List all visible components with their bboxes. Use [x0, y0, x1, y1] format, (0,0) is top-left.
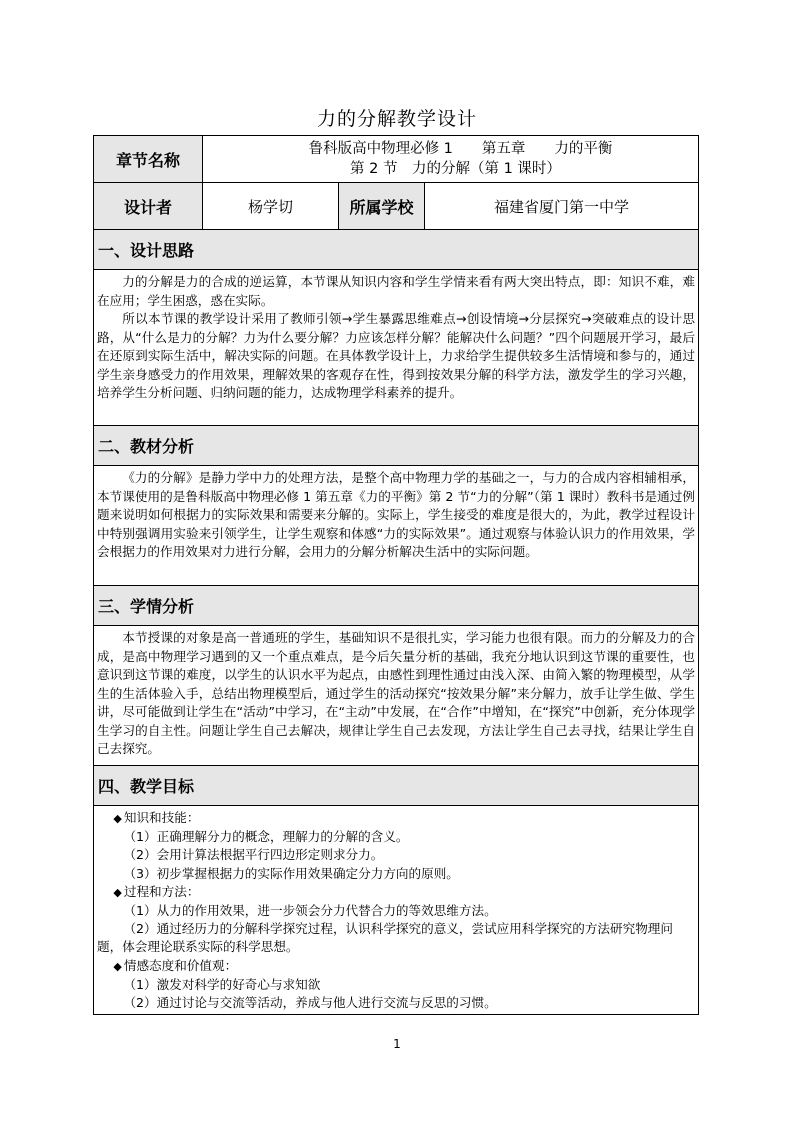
- students-body-row: [94, 626, 698, 766]
- goal-item: （1）正确理解分力的概念，理解力的分解的含义。: [123, 829, 409, 845]
- goals-heading: 四、教学目标: [94, 766, 698, 805]
- chapter-line-1: 鲁科版高中物理必修 1 第五章 力的平衡: [308, 141, 613, 157]
- page-title: 力的分解教学设计: [316, 108, 477, 130]
- goal-group-label: 情感态度和价值观：: [123, 957, 238, 973]
- diamond-bullet-icon: ◆: [113, 885, 122, 899]
- design-body-row: [94, 270, 698, 426]
- students-paragraph-1: 本节授课的对象是高一普通班的学生，基础知识不是很扎实，学习能力也很有限。而力的分解及力的合成，是高中物理学习遇到的又一个重点难点，是今后矢量分析的基础，我充分地认识到这节课的重要性，也意识到这节课的难度，以学生的认识水平为起点，由感性到理性通过由浅入深、由简入繁的物理模型，从学生的生活体验入手，总结出物理模型后，通过学生的活动探究“按效果分解”来分解力，放手让学生做、学生讲，尽可能做到让学生在“活动”中学习，在“主动”中发展，在“合作”中增知，在“探究”中创新，充分体现学生学习的自主性。问题让学生自己去解决，规律让学生自己去发现，方法让学生自己去寻找，结果让学生自己去探究。: [97, 630, 695, 756]
- chapter-label: 章节名称: [94, 136, 202, 182]
- diamond-bullet-icon: ◆: [113, 812, 122, 825]
- goal-group-attitude: [97, 957, 695, 976]
- goal-item: （3）初步掌握根据力的实际作用效果确定分力方向的原则。: [123, 865, 459, 881]
- goal-item: （1）从力的作用效果，进一步领会分力代替合力的等效思维方法。: [123, 903, 497, 919]
- students-heading: 三、学情分析: [94, 586, 698, 625]
- school-label: 所属学校: [338, 183, 424, 229]
- design-paragraph-2: 所以本节课的教学设计采用了教师引领→学生暴露思维难点→创设情境→分层探究→突破难点的设计思路，从“什么是力的分解？力为什么要分解？力应该怎样分解？能解决什么问题？”四个问题展开学习，最后在还原到实际生活中，解决实际的问题。在具体教学设计上，力求给学生提供较多生活情境和参与的，通过学生亲身感受力的作用效果，理解效果的客观存在性，得到按效果分解的科学方法，激发学生的学习兴趣，培养学生分析问题、归纳问题的能力，达成物理学科素养的提升。: [97, 311, 695, 400]
- lesson-plan-table: [93, 135, 699, 1015]
- design-body: [94, 270, 698, 425]
- designer-label: 设计者: [94, 183, 202, 229]
- goal-group-label: 过程和方法：: [123, 883, 200, 899]
- goals-heading-row: [94, 766, 698, 806]
- chapter-line-2: 第 2 节 力的分解（第 1 课时）: [350, 161, 561, 177]
- designer-name: 杨学切: [202, 183, 338, 229]
- goal-item: （2）通过经历力的分解科学探究过程，认识科学探究的意义，尝试应用科学探究的方法研究物理问题，体会理论联系实际的科学思想。: [97, 921, 673, 955]
- students-body: [94, 626, 698, 765]
- designer-row: [94, 183, 698, 230]
- goal-group-label: 知识和技能：: [123, 810, 200, 825]
- goals-body: [94, 806, 698, 1014]
- goal-item: （1）激发对科学的好奇心与求知欲: [123, 976, 321, 992]
- school-name: 福建省厦门第一中学: [424, 183, 698, 229]
- chapter-row: [94, 136, 698, 183]
- goal-group-process: [97, 883, 695, 902]
- design-heading-row: [94, 230, 698, 270]
- textbook-body-row: [94, 466, 698, 586]
- goals-body-row: [94, 806, 698, 1014]
- page-number: 1: [393, 1037, 401, 1051]
- diamond-bullet-icon: ◆: [113, 959, 122, 973]
- goal-item: （2）会用计算法根据平行四边形定则求分力。: [123, 847, 384, 863]
- goal-item: （2）通过讨论与交流等活动，养成与他人进行交流与反思的习惯。: [123, 995, 497, 1011]
- chapter-value: [202, 136, 698, 182]
- students-heading-row: [94, 586, 698, 626]
- design-paragraph-1: 力的分解是力的合成的逆运算，本节课从知识内容和学生学情来看有两大突出特点，即：知识不难，难在应用；学生困惑，惑在实际。: [97, 274, 695, 308]
- design-heading: 一、设计思路: [94, 230, 698, 269]
- textbook-heading: 二、教材分析: [94, 426, 698, 465]
- textbook-body: [94, 466, 698, 585]
- textbook-heading-row: [94, 426, 698, 466]
- goal-group-knowledge: [97, 809, 695, 828]
- textbook-paragraph-1: 《力的分解》是静力学中力的处理方法，是整个高中物理力学的基础之一，与力的合成内容相辅相承，本节课使用的是鲁科版高中物理必修 1 第五章《力的平衡》第 2 节“力的分解”（第 1 课时）教科书是通过例题来说明如何根据力的实际效果和需要来分解的。实际上，学生接受的难度是很大的，为此，教学过程设计中特别强调用实验来引领学生，让学生观察和体感“力的实际效果”。通过观察与体验认识力的作用效果，学会根据力的作用效果对力进行分解，会用力的分解分析解决生活中的实际问题。: [97, 470, 695, 559]
